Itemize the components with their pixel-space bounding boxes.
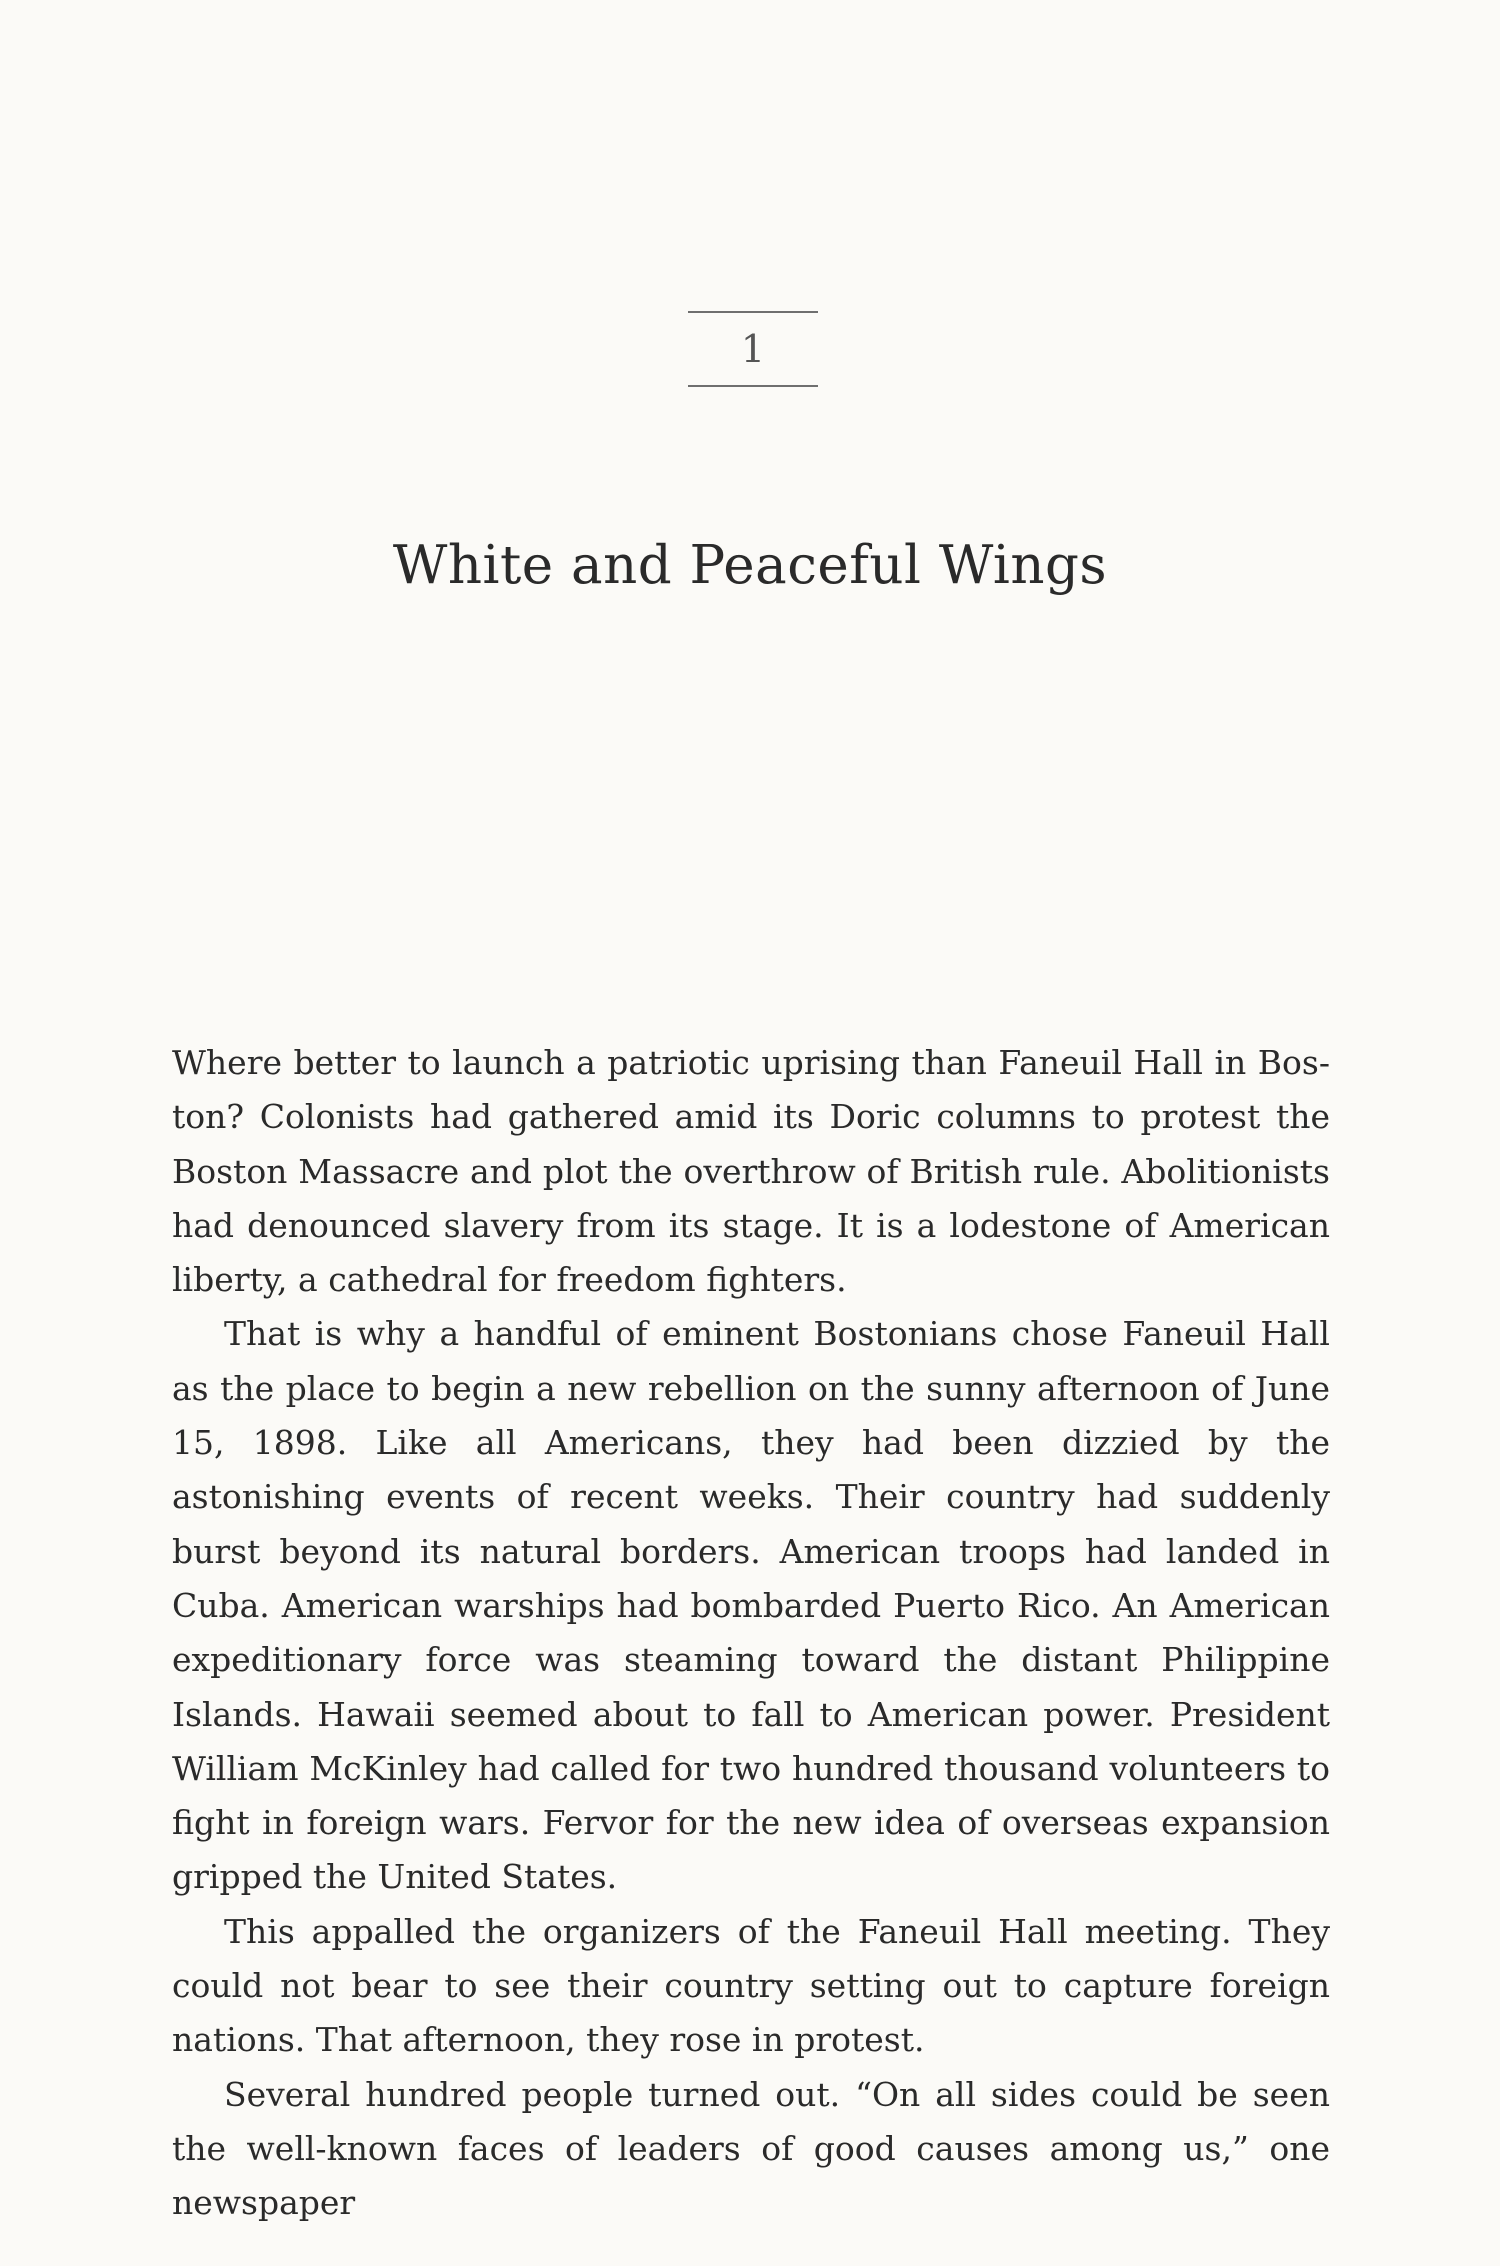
chapter-number: 1 <box>740 327 766 371</box>
paragraph-4: Several hundred people turned out. “On all sides could be seen the well-known faces of leaders of good causes among us,” one newspaper <box>172 2074 1330 2223</box>
paragraph-1: Where better to launch a patriotic uprising than Faneuil Hall in Boston? Colonists had gathered amid its Doric columns to protest the Boston Massacre and plot the overthrow of British rule. Abolitionists had denounced slavery from its stage. It is a lodestone of American liberty, a cathedral for freedom fighters. <box>172 1043 1330 1300</box>
paragraph-2: That is why a handful of eminent Bostonians chose Faneuil Hall as the place to begin a new rebellion on the sunny afternoon of June 15, 1898. Like all Americans, they had been dizzied by the astonishing events of recent weeks. Their country had suddenly burst beyond its natural borders. American troops had landed in Cuba. American warships had bombarded Puerto Rico. An American expeditionary force was steaming toward the distant Philippine Islands. Hawaii seemed about to fall to American power. President William McKinley had called for two hundred thousand volunteers to fight in foreign wars. Fervor for the new idea of overseas expansion gripped the United States. <box>172 1314 1330 1897</box>
body-text <box>172 1036 1330 2231</box>
chapter-number-bottom-rule <box>688 385 818 387</box>
chapter-number-block <box>688 311 818 387</box>
paragraph-3: This appalled the organizers of the Faneuil Hall meeting. They could not bear to see their country setting out to capture foreign nations. That afternoon, they rose in protest. <box>172 1911 1330 2060</box>
chapter-title: White and Peaceful Wings <box>392 535 1108 596</box>
